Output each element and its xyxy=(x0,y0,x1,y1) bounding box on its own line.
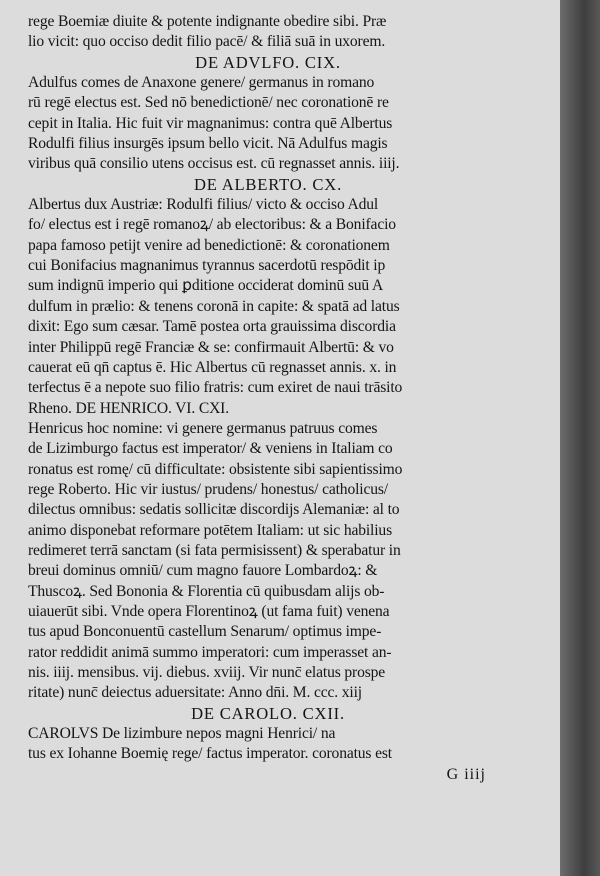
page-text-block xyxy=(28,12,508,785)
text-line: tus apud Bonconuentū castellum Senarum/ optimus impe- xyxy=(28,623,382,641)
signature-mark: G iiij xyxy=(446,765,486,783)
text-line: dulfum in prælio: & tenens coronā in capite: & spatā ad latus xyxy=(28,297,400,315)
text-line: Adulfus comes de Anaxone genere/ germanus in romano xyxy=(28,74,375,92)
text-line: papa famoso petijt venire ad benedictionē: & coronationem xyxy=(28,236,390,254)
text-line: animo disponebat reformare potētem Italiam: ut sic habilius xyxy=(28,521,392,539)
text-line: Albertus dux Austriæ: Rodulfi filius/ victo & occiso Adul xyxy=(28,196,379,214)
text-line: Rheno. DE HENRICO. VI. CXI. xyxy=(28,399,229,417)
text-line: tus ex Iohanne Boemię rege/ factus imperator. coronatus est xyxy=(28,745,392,763)
text-line: sum indignū imperio qui ꝑditione occiderat dominū suū A xyxy=(28,277,384,295)
text-line: uiauerūt sibi. Vnde opera Florentinoꝝ (ut fama fuit) venena xyxy=(28,602,390,620)
text-line: Thuscoꝝ. Sed Bononia & Florentia cū quibusdam alijs ob- xyxy=(28,582,385,600)
text-line: nis. iiij. mensibus. vij. diebus. xviij. Vir nunc̄ elatus prospe xyxy=(28,664,386,681)
text-line: viribus quā consilio utens occisus est. cū regnasset annis. iiij. xyxy=(28,155,400,173)
text-line: breui dominus omniū/ cum magno fauore Lombardoꝝ: & xyxy=(28,562,378,580)
section-heading: DE ADVLFO. CIX. xyxy=(195,52,341,72)
text-line: terfectus ē a nepote suo filio fratris: cum exiret de naui trāsito xyxy=(28,379,403,397)
text-line: lio vicit: quo occiso dedit filio pacē/ & filiā suā in uxorem. xyxy=(28,33,386,51)
text-line: dilectus omnibus: sedatis sollicitæ discordijs Alemaniæ: al to xyxy=(28,501,400,519)
text-line: de Lizimburgo factus est imperator/ & veniens in Italiam co xyxy=(28,440,393,458)
text-line: cauerat eū qn̄ captus ē. Hic Albertus cū regnasset annis. x. in xyxy=(28,358,397,376)
text-line: Rodulfi filius insurgēs ipsum bello vicit. Nā Adulfus magis xyxy=(28,135,388,153)
text-line: Henricus hoc nomine: vi genere germanus patruus comes xyxy=(28,419,378,437)
text-line: inter Philippū regē Franciæ & se: confirmauit Albertū: & vo xyxy=(28,338,394,356)
text-line: cui Bonifacius magnanimus tyrannus sacerdotū respōdit ip xyxy=(28,257,386,275)
text-line: rator reddidit animā summo imperatori: cum imperasset an- xyxy=(28,643,392,661)
text-line: rege Boemiæ diuite & potente indignante obedire sibi. Præ xyxy=(28,13,387,30)
page-edge-shadow xyxy=(560,0,600,876)
text-line: CAROLVS De lizimbure nepos magni Henrici/ na xyxy=(28,725,336,743)
text-line: cepit in Italia. Hic fuit vir magnanimus: contra quē Albertus xyxy=(28,114,393,132)
section-heading: DE ALBERTO. CX. xyxy=(193,174,343,194)
text-line: rū regē electus est. Sed nō benedictionē/ nec coronationē re xyxy=(28,94,389,112)
text-line: fo/ electus est i regē romanoꝝ/ ab electoribus: & a Bonifacio xyxy=(28,216,396,234)
text-line: ritate) nunc̄ deiectus aduersitate: Anno dn̄i. M. ccc. xiij xyxy=(28,684,362,702)
text-line: dixit: Ego sum cæsar. Tamē postea orta grauissima discordia xyxy=(28,318,396,336)
text-line: ronatus est romę/ cū difficultate: obsistente sibi sapientissimo xyxy=(28,460,403,478)
text-line: redimeret terrā sanctam (si fata permisissent) & sperabatur in xyxy=(28,541,401,559)
text-line: rege Roberto. Hic vir iustus/ prudens/ honestus/ catholicus/ xyxy=(28,480,388,498)
section-heading: DE CAROLO. CXII. xyxy=(191,703,345,723)
